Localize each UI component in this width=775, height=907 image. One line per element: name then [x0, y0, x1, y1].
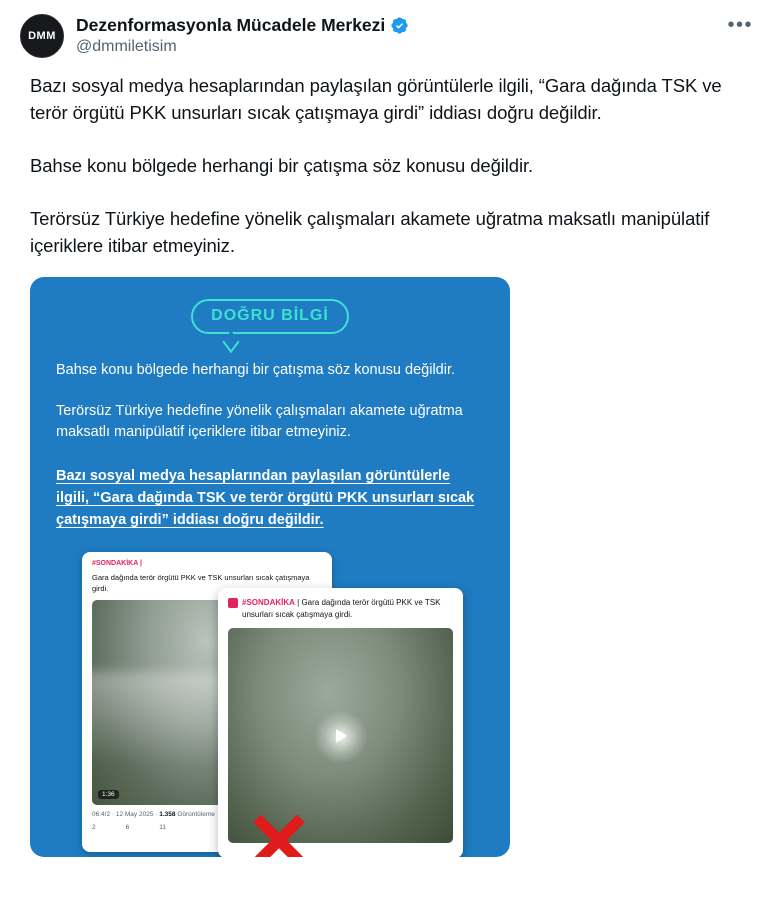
- tweet-paragraph-2: Bahse konu bölgede herhangi bir çatışma söz konusu değildir.: [30, 155, 534, 176]
- like-count: 11: [159, 824, 166, 831]
- breaking-news-icon: [228, 598, 238, 608]
- badge-tail-icon: [222, 331, 239, 354]
- card-text-2: Terörsüz Türkiye hedefine yönelik çalışmaları akamete uğratma maksatlı manipülatif içeriklere itibar etmeyiniz.: [56, 403, 463, 440]
- reply-count: 2: [92, 824, 96, 831]
- inner-front-tag: #SONDAKİKA: [242, 598, 295, 607]
- inner-back-meta-views-label: Görüntüleme: [177, 811, 215, 818]
- display-name[interactable]: Dezenformasyonla Mücadele Merkezi: [76, 15, 386, 35]
- more-options-icon[interactable]: •••: [727, 14, 753, 36]
- card-text-3: Bazı sosyal medya hesaplarından paylaşılan görüntülerle ilgili, “Gara dağında TSK ve terör örgütü PKK unsurları sıcak çatışmaya girdi” iddiası doğru değildir.: [56, 468, 475, 528]
- retweet-count: 6: [125, 824, 130, 831]
- play-icon[interactable]: [336, 729, 347, 743]
- account-name-block: [76, 14, 721, 57]
- correct-info-badge: DOĞRU BİLGİ: [191, 299, 349, 334]
- avatar-label: DMM: [28, 30, 56, 42]
- inner-back-text: Gara dağında terör örgütü PKK ve TSK unsurları sıcak çatışmaya girdi.: [92, 573, 310, 593]
- inner-screenshot-stack: [30, 552, 510, 857]
- inner-back-meta-time: 06:4/2 · 12 May 2025 ·: [92, 811, 158, 818]
- red-x-icon: [248, 809, 310, 857]
- inner-back-duration: 1:36: [98, 790, 119, 799]
- inner-back-meta-views: 1.358: [159, 811, 176, 818]
- tweet-media-card[interactable]: [30, 277, 510, 857]
- tweet-paragraph-1: Bazı sosyal medya hesaplarından paylaşılan görüntülerle ilgili, “Gara dağında TSK ve terör örgütü PKK unsurları sıcak çatışmaya girdi” iddiası doğru değildir.: [30, 75, 722, 123]
- card-text-1: Bahse konu bölgede herhangi bir çatışma söz konusu değildir.: [56, 362, 456, 378]
- avatar[interactable]: [20, 14, 64, 58]
- inner-front-head: [228, 597, 453, 621]
- tweet-paragraph-3: Terörsüz Türkiye hedefine yönelik çalışmaları akamete uğratma maksatlı manipülatif içeriklere itibar etmeyiniz.: [30, 208, 710, 256]
- verified-badge-icon: [390, 16, 409, 35]
- inner-front-text: | Gara dağında terör örgütü PKK ve TSK unsurları sıcak çatışmaya girdi.: [242, 598, 441, 619]
- inner-back-tag: #SONDAKİKA |: [92, 560, 142, 567]
- correct-info-badge-wrap: [50, 299, 490, 334]
- account-handle[interactable]: @dmmiletisim: [76, 38, 177, 55]
- tweet-header: [0, 0, 775, 62]
- tweet-text: [0, 62, 775, 259]
